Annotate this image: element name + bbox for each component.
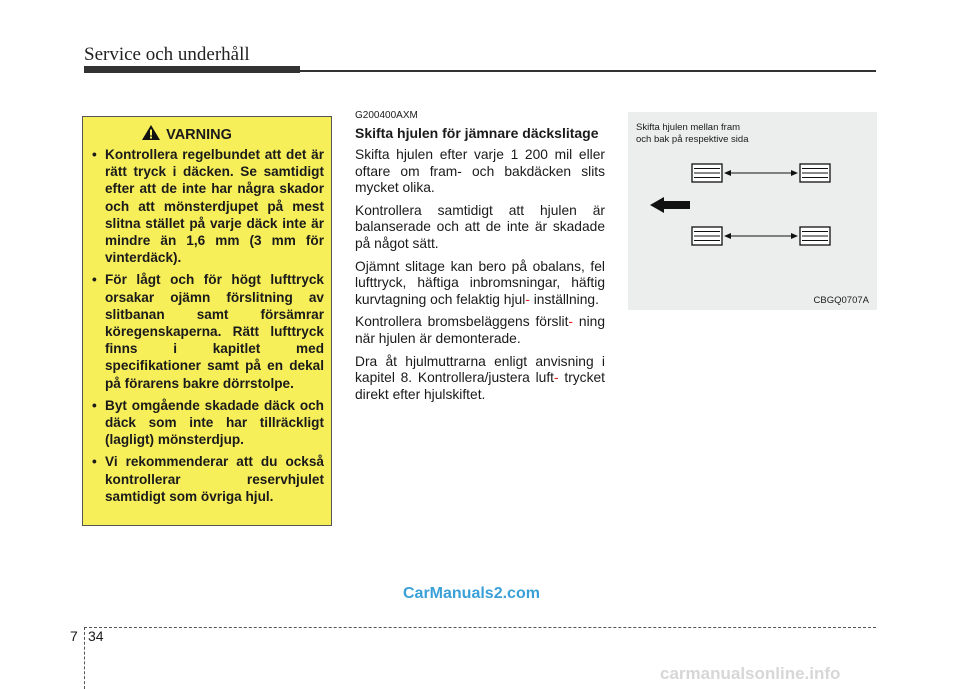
section-heading: Skifta hjulen för jämnare däckslitage	[355, 125, 599, 141]
paragraph	[355, 314, 605, 347]
page-header-title: Service och underhåll	[84, 44, 250, 65]
paragraph: Kontrollera samtidigt att hjulen är balanserade och att de inte är skadade på något sätt.	[355, 202, 605, 251]
tire-rotation-diagram	[628, 112, 877, 310]
figure-caption-line: och bak på respektive sida	[636, 134, 749, 145]
site-watermark[interactable]: carmanualsonline.info	[660, 664, 841, 683]
swap-arrow-top-icon	[724, 170, 798, 176]
tire-rear-left-icon	[692, 227, 722, 245]
watermark-logo[interactable]: CarManuals2.com	[403, 585, 540, 602]
text: Dra åt hjulmuttrarna enligt anvisning i kapitel 8. Kontrollera/justera luft	[355, 353, 605, 386]
hyphen: -	[554, 370, 559, 386]
warning-item: • Byt omgående skadade däck och däck som inte har tillräckligt (lagligt) mönsterdjup.	[90, 397, 324, 449]
warning-item: • Kontrollera regelbundet att det är rätt tryck i däcken. Se samtidigt efter att de inte har några skador och att mönsterdjupet på mest slitna stället på varje däck inte är mindre än 1,6 mm (3 mm för vinterdäck).	[90, 146, 324, 266]
tire-rear-right-icon	[800, 227, 830, 245]
warning-triangle-icon	[142, 125, 160, 144]
tire-front-left-icon	[692, 164, 722, 182]
direction-arrow-icon	[650, 197, 690, 213]
swap-arrow-bottom-icon	[724, 233, 798, 239]
page-number: 34	[88, 628, 104, 644]
warning-heading	[90, 125, 324, 144]
paragraph: Skifta hjulen efter varje 1 200 mil eller oftare om fram- och bakdäcken slits mycket olika.	[355, 147, 605, 196]
warning-box	[82, 116, 332, 526]
main-section	[355, 110, 605, 409]
tire-rotation-figure	[628, 112, 877, 310]
warning-item: • För lågt och för högt lufttryck orsakar ojämn förslitning av slitbanan samt försämrar köregenskaperna. Rätt lufttryck finns i kapitlet med specifikationer samt på en dekal på förarens bakre dörrstolpe.	[90, 271, 324, 391]
warning-title: VARNING	[166, 126, 232, 143]
hyphen: -	[525, 291, 530, 307]
tire-front-right-icon	[800, 164, 830, 182]
text: ning när hjulen är demonterade.	[355, 314, 605, 346]
figure-code: CBGQ0707A	[813, 295, 869, 306]
figure-caption-line: Skifta hjulen mellan fram	[636, 122, 741, 133]
hyphen: -	[568, 314, 574, 330]
text: Ojämnt slitage kan bero på obalans, fel lufttryck, häftiga inbromsningar, häftig kurvtagning och felaktig hjul	[355, 258, 605, 307]
text: Kontrollera bromsbeläggens förslit	[355, 314, 569, 330]
warning-list	[90, 146, 324, 505]
footer-divider	[84, 627, 876, 628]
paragraph	[355, 354, 605, 404]
paragraph	[355, 259, 605, 309]
header-rule-thick	[84, 66, 300, 73]
footer-vertical-divider	[84, 627, 85, 689]
section-code: G200400AXM	[355, 110, 418, 121]
header-rule-thin	[300, 70, 876, 72]
page-section-number: 7	[70, 628, 78, 644]
text: trycket direkt efter hjulskiftet.	[355, 370, 605, 402]
warning-item: • Vi rekommenderar att du också kontrollerar reservhjulet samtidigt som övriga hjul.	[90, 453, 324, 505]
text: inställning.	[533, 291, 599, 307]
